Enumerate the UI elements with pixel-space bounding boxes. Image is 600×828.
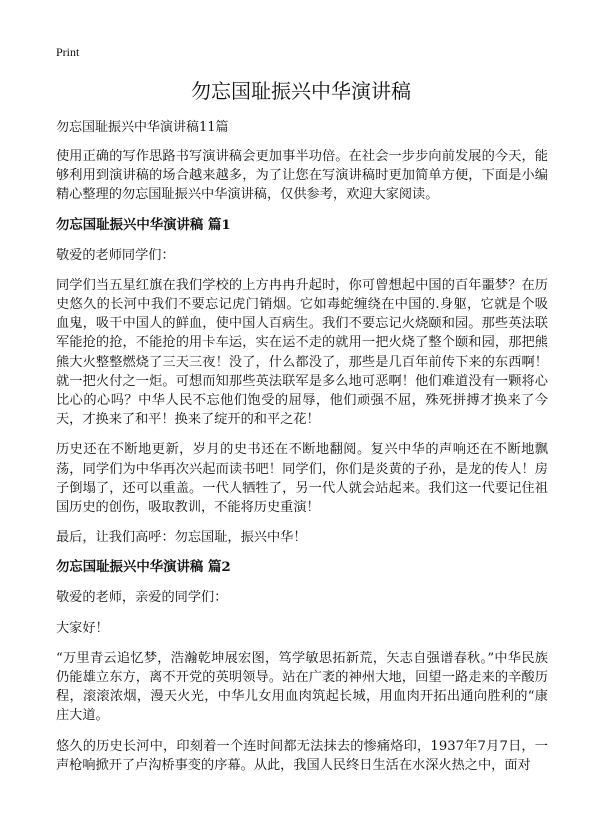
intro-paragraph: 使用正确的写作思路书写演讲稿会更加事半功倍。在社会一步步向前发展的今天，能够利用到演讲稿的场合越来越多，为了让您在写演讲稿时更加简单方便，下面是小编精心整理的勿忘国耻振兴中华演讲稿，仅供参考，欢迎大家阅读。 xyxy=(56,149,548,203)
section-heading-2: 勿忘国耻振兴中华演讲稿 篇2 xyxy=(56,559,231,576)
section-2-paragraph-2: “万里青云追忆梦，浩瀚乾坤展宏图，笃学敏思拓新荒，矢志自强谱春秋。”中华民族仍能雄立东方，离不开党的英明领导。站在广袤的神州大地，回望一路走来的辛酸历程，滚滚浓烟，漫天火光，中华儿女用血肉筑起长城，用血肉开拓出通向胜利的“康庄大道。 xyxy=(56,650,548,724)
section-heading-1: 勿忘国耻振兴中华演讲稿 篇1 xyxy=(56,216,231,233)
section-2-greeting: 敬爱的老师，亲爱的同学们： xyxy=(56,590,228,606)
section-1-paragraph-3: 最后，让我们高呼：勿忘国耻，振兴中华！ xyxy=(56,530,307,546)
document-subtitle: 勿忘国耻振兴中华演讲稿11篇 xyxy=(56,120,229,135)
section-2-paragraph-1: 大家好！ xyxy=(56,620,109,636)
article-body xyxy=(56,147,548,786)
section-1-greeting: 敬爱的老师同学们： xyxy=(56,247,175,263)
page-title: 勿忘国耻振兴中华演讲稿 xyxy=(191,79,411,103)
section-1-paragraph-1: 同学们当五星红旗在我们学校的上方冉冉升起时，你可曾想起中国的百年噩梦？在历史悠久的长河中我们不要忘记虎门销烟。它如毒蛇缠绕在中国的.身躯，它就是个吸血鬼，吸干中国人的鲜血，使中国人百病生。我们不要忘记火烧颐和园。那些英法联军能抢的抢，不能抢的用卡车运，实在运不走的就用一把火烧了整个颐和园，那把熊熊大火整整燃烧了三天三夜！没了，什么都没了，那些是几百年前传下来的东西啊！就一把火付之一炬。可想而知那些英法联军是多么地可恶啊！他们难道没有一颗将心比心的心吗？中华人民不忘他们饱受的屈辱，他们顽强不屈，殊死拼搏才换来了今天，才换来了和平！换来了绽开的和平之花！ xyxy=(56,277,548,428)
section-2-paragraph-3: 悠久的历史长河中，印刻着一个连时间都无法抹去的惨痛烙印，1937年7月7日，一声枪响掀开了卢沟桥事变的序幕。从此，我国人民终日生活在水深火热之中，面对 xyxy=(56,738,548,773)
print-link[interactable]: Print xyxy=(56,45,80,59)
section-1-paragraph-2: 历史还在不断地更新，岁月的史书还在不断地翻阅。复兴中华的声响还在不断地飘荡，同学们为中华再次兴起而读书吧！同学们，你们是炎黄的子孙，是龙的传人！房子倒塌了，还可以重盖。一代人牺牲了，另一代人就会站起来。我们这一代要记住祖国历史的创伤，吸取教训，不能将历史重演！ xyxy=(56,442,548,516)
